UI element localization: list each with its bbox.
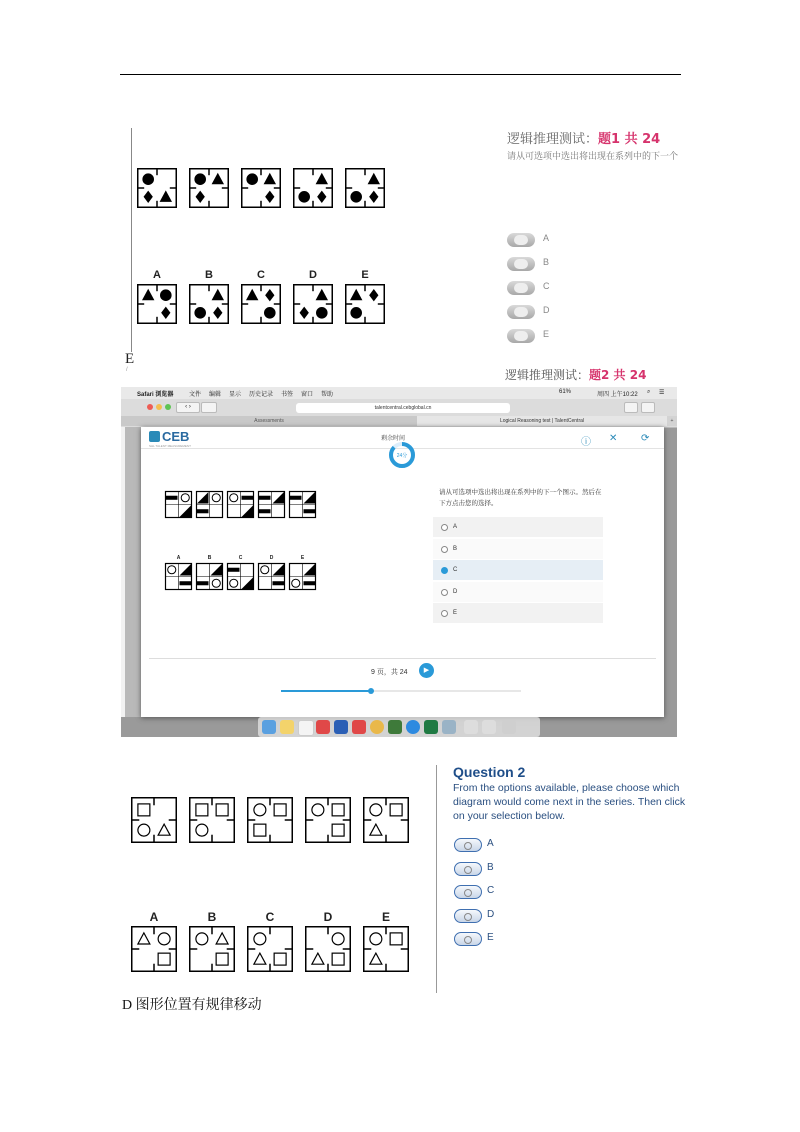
- option-tile-A: [137, 284, 177, 324]
- option-label: D: [453, 588, 458, 595]
- excel-icon[interactable]: [424, 720, 438, 734]
- embedded-screenshot: [121, 387, 677, 737]
- toggle-pill[interactable]: [454, 932, 482, 946]
- option-letter: D: [323, 910, 333, 924]
- option-letter: D: [269, 555, 274, 561]
- menu-file[interactable]: 文件: [189, 392, 202, 398]
- toggle-pill[interactable]: [454, 838, 482, 852]
- address-bar[interactable]: talentcentral.cebglobal.cn: [296, 403, 510, 413]
- option-label: E: [487, 932, 494, 943]
- tab-bar: [121, 416, 677, 426]
- preview-icon[interactable]: [442, 720, 456, 734]
- option-tile-B: [189, 284, 229, 324]
- menu-history[interactable]: 历史记录: [249, 392, 274, 398]
- toggle-pill[interactable]: [507, 305, 535, 319]
- photos-icon[interactable]: [388, 720, 402, 734]
- progress-bar: [281, 690, 521, 692]
- radio-button[interactable]: [441, 546, 448, 553]
- toggle-pill[interactable]: [507, 257, 535, 271]
- option-tile-E: [289, 563, 316, 590]
- sidebar-toggle-button[interactable]: [201, 402, 217, 413]
- series-tile-1: [165, 491, 192, 518]
- series-tile-2: [189, 797, 235, 843]
- mute-icon[interactable]: ✕: [609, 433, 618, 444]
- downloads-icon[interactable]: [464, 720, 478, 734]
- option-label: B: [543, 257, 550, 267]
- series-tile-2: [196, 491, 223, 518]
- radio-button[interactable]: [441, 524, 448, 531]
- option-tile-E: [345, 284, 385, 324]
- radio-button[interactable]: [441, 589, 448, 596]
- toggle-pill[interactable]: [507, 329, 535, 343]
- option-tile-D: [305, 926, 351, 972]
- option-label: D: [487, 908, 495, 920]
- option-letter: A: [153, 269, 161, 281]
- background-window-edge: [121, 427, 125, 717]
- option-letter: E: [300, 555, 305, 561]
- toggle-pill[interactable]: [454, 885, 482, 899]
- toggle-pill[interactable]: [454, 862, 482, 876]
- option-tile-B: [189, 926, 235, 972]
- option-label: B: [487, 861, 494, 873]
- option-tile-C: [247, 926, 293, 972]
- option-tile-A: [131, 926, 177, 972]
- safari-icon[interactable]: [406, 720, 420, 734]
- menu-edit[interactable]: 编辑: [209, 392, 222, 398]
- browser-chrome: [121, 399, 677, 428]
- new-tab-button[interactable]: +: [667, 416, 677, 426]
- zoom-window-icon[interactable]: [165, 404, 171, 410]
- divider-line: [131, 128, 132, 352]
- page-indicator: 9 页，共 24: [371, 669, 408, 676]
- option-letter: A: [149, 910, 159, 924]
- share-button[interactable]: [624, 402, 638, 413]
- option-row-E[interactable]: [433, 603, 603, 623]
- option-letter: B: [207, 910, 217, 924]
- series-tile-2: [189, 168, 229, 208]
- help-icon[interactable]: ⓘ: [581, 437, 591, 448]
- option-tile-C: [241, 284, 281, 324]
- series-tile-5: [289, 491, 316, 518]
- question-instruction: 请从可选项中选出将出现在系列中的下一个: [507, 152, 679, 162]
- chrome-icon[interactable]: [370, 720, 384, 734]
- option-row-A[interactable]: [433, 517, 603, 537]
- answer-caption: D 图形位置有规律移动: [122, 998, 262, 1013]
- assessment-page: CEB SHL TALENT MEASUREMENT ⓘ ✕ ⟳ 剩余时间 24分 A B C D E 请从可选项中选出将出现在系列中的下一个图示。然后在下方点击您的选择。 A B C D E 9 页，共 24 ▶: [141, 427, 664, 717]
- series-tile-3: [247, 797, 293, 843]
- option-letter: E: [381, 910, 390, 924]
- option-tile-A: [165, 563, 192, 590]
- app-icon[interactable]: [352, 720, 366, 734]
- next-button[interactable]: ▶: [419, 663, 434, 678]
- option-letter: C: [265, 910, 275, 924]
- series-tile-4: [305, 797, 351, 843]
- dock: [258, 717, 540, 737]
- option-letter: E: [361, 269, 369, 281]
- option-tile-D: [293, 284, 333, 324]
- close-window-icon[interactable]: [147, 404, 153, 410]
- weibo-icon[interactable]: [316, 720, 330, 734]
- back-forward-buttons[interactable]: ‹ ›: [176, 402, 200, 413]
- calendar-icon[interactable]: [298, 720, 314, 736]
- answer-mark-sub: /: [126, 367, 128, 373]
- option-letter: D: [309, 269, 317, 281]
- option-tile-C: [227, 563, 254, 590]
- question-title: 逻辑推理测试：题1 共 24: [507, 132, 661, 147]
- option-letter: B: [205, 269, 213, 281]
- option-letter: A: [176, 555, 181, 561]
- option-row-B[interactable]: [433, 539, 603, 559]
- battery-status[interactable]: 61%: [559, 389, 572, 395]
- tab-assessments[interactable]: Assessments: [121, 416, 417, 426]
- timer-ring: [388, 441, 416, 469]
- progress-knob: [368, 688, 374, 694]
- option-letter: C: [238, 555, 243, 561]
- toggle-pill[interactable]: [507, 281, 535, 295]
- next-question-title: 逻辑推理测试：题2 共 24: [505, 368, 647, 382]
- series-tile-1: [131, 797, 177, 843]
- series-tile-5: [363, 797, 409, 843]
- option-label: A: [453, 524, 458, 530]
- divider-line: [436, 765, 437, 993]
- option-tile-D: [258, 563, 285, 590]
- question-instruction: 请从可选项中选出将出现在系列中的下一个图示。然后在下方点击您的选择。: [439, 489, 602, 507]
- option-letter: B: [207, 555, 212, 561]
- tab-logical-reasoning[interactable]: Logical Reasoning test | TalentCentral: [417, 416, 667, 426]
- timer-label: 剩余时间: [381, 436, 406, 442]
- toggle-pill[interactable]: [454, 909, 482, 923]
- series-tile-5: [345, 168, 385, 208]
- ceb-logo-subtitle: SHL TALENT MEASUREMENT: [149, 444, 191, 448]
- radio-button[interactable]: [441, 610, 448, 617]
- word-icon[interactable]: [334, 720, 348, 734]
- clock[interactable]: 周四 上午10:22: [597, 392, 638, 398]
- radio-button[interactable]: [441, 567, 448, 574]
- option-label: E: [453, 610, 458, 616]
- option-tile-B: [196, 563, 223, 590]
- progress-fill: [281, 690, 371, 692]
- documents-icon[interactable]: [482, 720, 496, 734]
- menu-view[interactable]: 显示: [229, 392, 242, 398]
- series-tile-3: [227, 491, 254, 518]
- ceb-logo-icon: [149, 431, 160, 442]
- option-row-C[interactable]: [433, 560, 603, 580]
- toggle-pill[interactable]: [507, 233, 535, 247]
- search-icon[interactable]: ⌕: [647, 389, 651, 395]
- option-letter: C: [257, 269, 265, 281]
- option-label: C: [453, 567, 458, 573]
- menu-app[interactable]: Safari 浏览器: [137, 392, 174, 398]
- series-tile-4: [258, 491, 285, 518]
- option-label: A: [543, 233, 550, 243]
- option-label: E: [543, 329, 550, 339]
- timer-value: 24分: [396, 453, 408, 459]
- option-label: A: [487, 838, 494, 849]
- menu-extras-icon[interactable]: ☰: [659, 390, 665, 396]
- tabs-overview-button[interactable]: [641, 402, 655, 413]
- series-tile-4: [293, 168, 333, 208]
- notes-icon[interactable]: [280, 720, 294, 734]
- question-title: Question 2: [453, 764, 526, 780]
- question-instruction: From the options available, please choose which diagram would come next in the series. Then click on your selection below.: [453, 782, 686, 822]
- exit-icon[interactable]: ⟳: [641, 433, 650, 444]
- answer-mark: E: [125, 351, 135, 367]
- finder-icon[interactable]: [262, 720, 276, 734]
- minimize-window-icon[interactable]: [156, 404, 162, 410]
- menu-bookmarks[interactable]: 书签: [281, 392, 294, 398]
- series-tile-3: [241, 168, 281, 208]
- option-label: C: [487, 885, 495, 896]
- menu-window[interactable]: 窗口: [301, 392, 314, 398]
- trash-icon[interactable]: [502, 720, 516, 734]
- series-tile-1: [137, 168, 177, 208]
- option-label: B: [453, 545, 458, 552]
- option-tile-E: [363, 926, 409, 972]
- option-row-D[interactable]: [433, 582, 603, 602]
- footer-divider: [149, 658, 656, 659]
- menu-help[interactable]: 帮助: [321, 392, 334, 398]
- option-label: D: [543, 305, 550, 315]
- option-label: C: [543, 281, 550, 291]
- mac-menubar: [121, 387, 677, 399]
- top-rule: [120, 74, 681, 75]
